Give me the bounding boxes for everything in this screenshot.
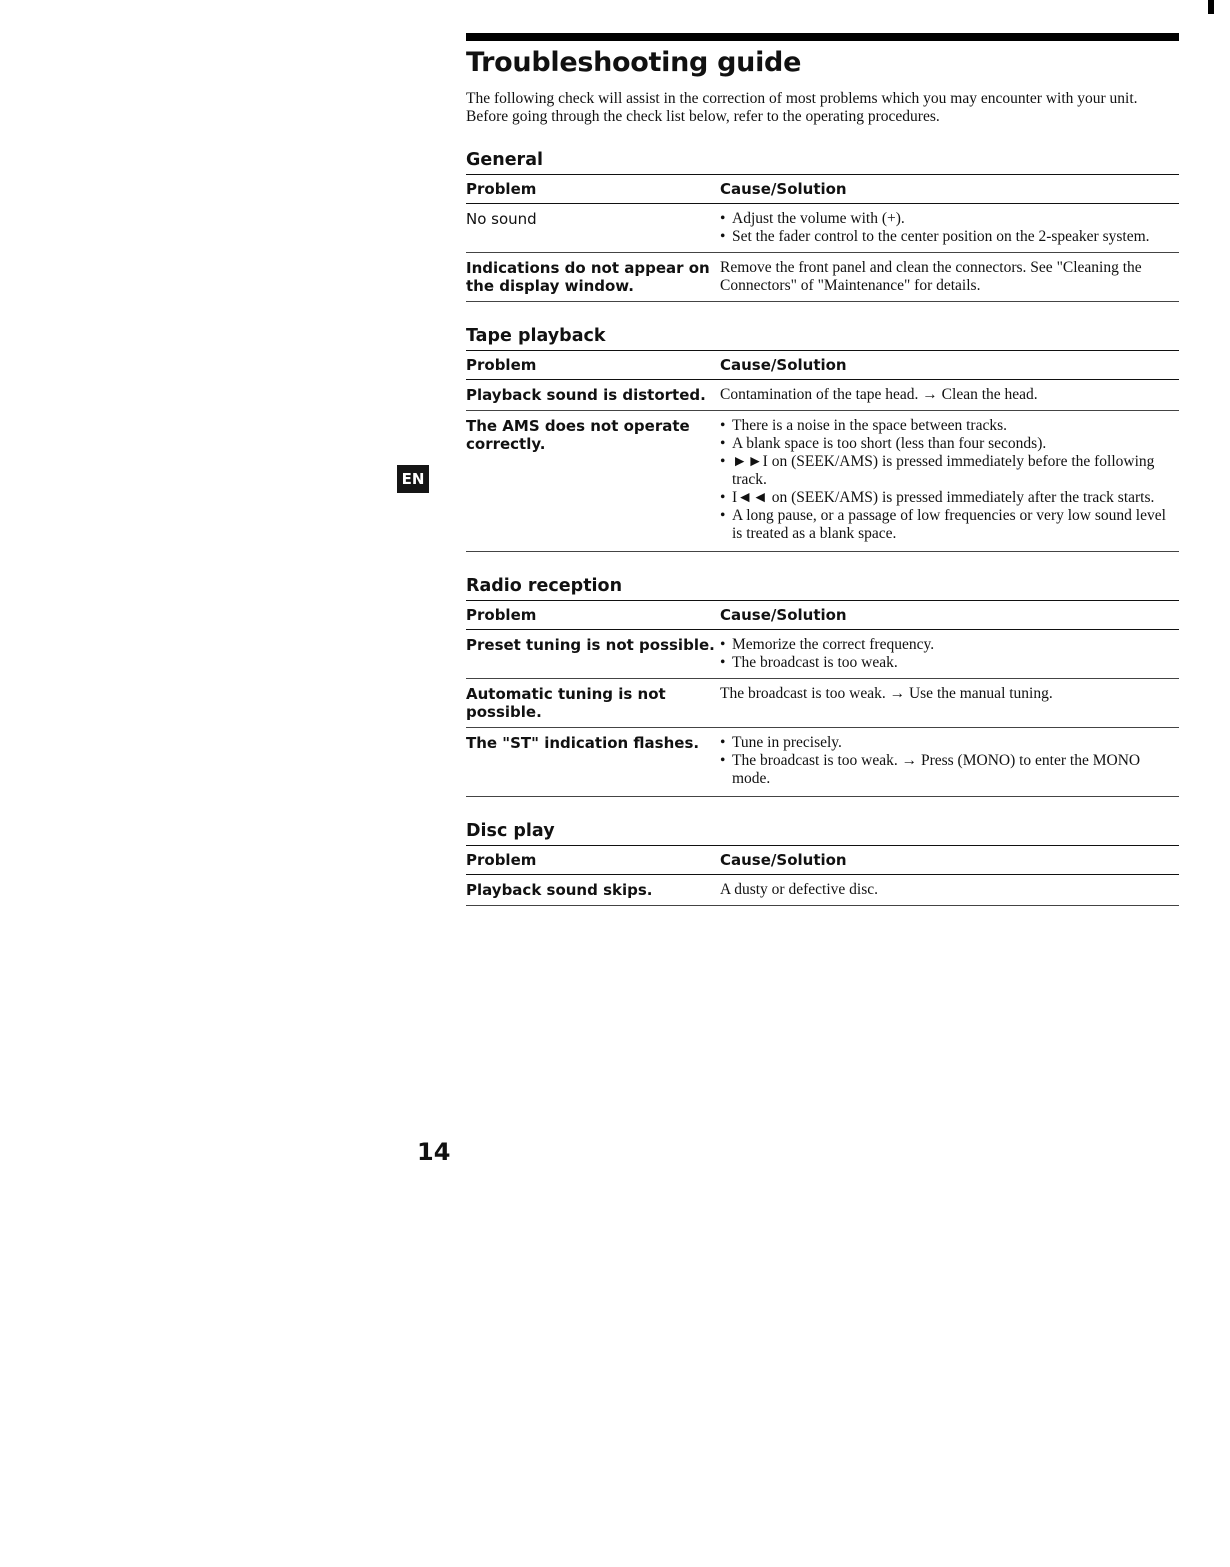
intro-line-2: Before going through the check list below, refer to the operating procedures. bbox=[466, 108, 940, 125]
table-row bbox=[466, 380, 1179, 411]
solution-text: The broadcast is too weak. → Use the manual tuning. bbox=[720, 685, 1053, 702]
solution-item: • ►►I on (SEEK/AMS) is pressed immediately before the following track. bbox=[720, 453, 1179, 489]
table-row bbox=[466, 253, 1179, 302]
cause-cell bbox=[720, 259, 1179, 295]
solution-item: • There is a noise in the space between tracks. bbox=[720, 417, 1179, 435]
document-content bbox=[466, 33, 1179, 906]
header-problem: Problem bbox=[466, 180, 537, 198]
table-row bbox=[466, 204, 1179, 253]
problem-cell: Preset tuning is not possible. bbox=[466, 636, 715, 654]
header-problem: Problem bbox=[466, 851, 537, 869]
header-cause: Cause/Solution bbox=[720, 180, 847, 198]
solution-item: • The broadcast is too weak. bbox=[720, 654, 1179, 672]
solution-item: • I◄◄ on (SEEK/AMS) is pressed immediately after the track starts. bbox=[720, 489, 1179, 507]
table-row bbox=[466, 728, 1179, 797]
problem-cell: The AMS does not operate correctly. bbox=[466, 417, 690, 453]
cause-cell bbox=[720, 417, 1179, 543]
header-problem: Problem bbox=[466, 356, 537, 374]
table-row bbox=[466, 411, 1179, 552]
table-row bbox=[466, 875, 1179, 906]
intro-text bbox=[466, 90, 1179, 126]
intro-line-1: The following check will assist in the correction of most problems which you may encounter with your unit. bbox=[466, 90, 1138, 107]
solution-item: • A long pause, or a passage of low frequencies or very low sound level is treated as a blank space. bbox=[720, 507, 1179, 543]
page-title: Troubleshooting guide bbox=[466, 47, 802, 78]
header-cause: Cause/Solution bbox=[720, 851, 847, 869]
solution-text: Contamination of the tape head. → Clean the head. bbox=[720, 386, 1038, 403]
section-tape-playback bbox=[466, 326, 1179, 552]
language-tab: EN bbox=[397, 465, 429, 493]
solution-text: A dusty or defective disc. bbox=[720, 881, 878, 898]
header-problem: Problem bbox=[466, 606, 537, 624]
table-row bbox=[466, 679, 1179, 728]
table-row bbox=[466, 630, 1179, 679]
solution-item: • A blank space is too short (less than four seconds). bbox=[720, 435, 1179, 453]
section-disc-play bbox=[466, 821, 1179, 906]
cause-cell bbox=[720, 636, 1179, 672]
problem-cell: Playback sound is distorted. bbox=[466, 386, 706, 404]
cause-cell bbox=[720, 210, 1179, 246]
solution-item: • Set the fader control to the center position on the 2-speaker system. bbox=[720, 228, 1179, 246]
section-general bbox=[466, 150, 1179, 302]
problem-cell: The "ST" indication flashes. bbox=[466, 734, 700, 752]
section-title: Tape playback bbox=[466, 326, 1179, 351]
solution-list bbox=[720, 636, 1179, 672]
page-number: 14 bbox=[417, 1138, 451, 1166]
table-header bbox=[466, 846, 1179, 875]
solution-item: • Memorize the correct frequency. bbox=[720, 636, 1179, 654]
table-header bbox=[466, 175, 1179, 204]
cause-cell bbox=[720, 881, 1179, 899]
table-header bbox=[466, 601, 1179, 630]
problem-cell: Automatic tuning is not possible. bbox=[466, 685, 666, 721]
solution-item: • Adjust the volume with (+). bbox=[720, 210, 1179, 228]
table-header bbox=[466, 351, 1179, 380]
solution-item: • The broadcast is too weak. → Press (MONO) to enter the MONO mode. bbox=[720, 752, 1179, 788]
header-cause: Cause/Solution bbox=[720, 606, 847, 624]
section-radio-reception bbox=[466, 576, 1179, 797]
title-rule bbox=[466, 33, 1179, 41]
cause-cell bbox=[720, 734, 1179, 788]
header-cause: Cause/Solution bbox=[720, 356, 847, 374]
solution-text: Remove the front panel and clean the connectors. See "Cleaning the Connectors" of "Maintenance" for details. bbox=[720, 259, 1142, 294]
solution-list bbox=[720, 734, 1179, 788]
corner-registration-mark bbox=[1208, 0, 1214, 14]
solution-list bbox=[720, 210, 1179, 246]
solution-item: • Tune in precisely. bbox=[720, 734, 1179, 752]
cause-cell bbox=[720, 685, 1179, 721]
solution-list bbox=[720, 417, 1179, 543]
section-title: Disc play bbox=[466, 821, 1179, 846]
section-title: Radio reception bbox=[466, 576, 1179, 601]
problem-cell: Playback sound skips. bbox=[466, 881, 653, 899]
problem-cell: No sound bbox=[466, 210, 537, 228]
problem-cell: Indications do not appear on the display window. bbox=[466, 259, 710, 295]
section-title: General bbox=[466, 150, 1179, 175]
cause-cell bbox=[720, 386, 1179, 404]
